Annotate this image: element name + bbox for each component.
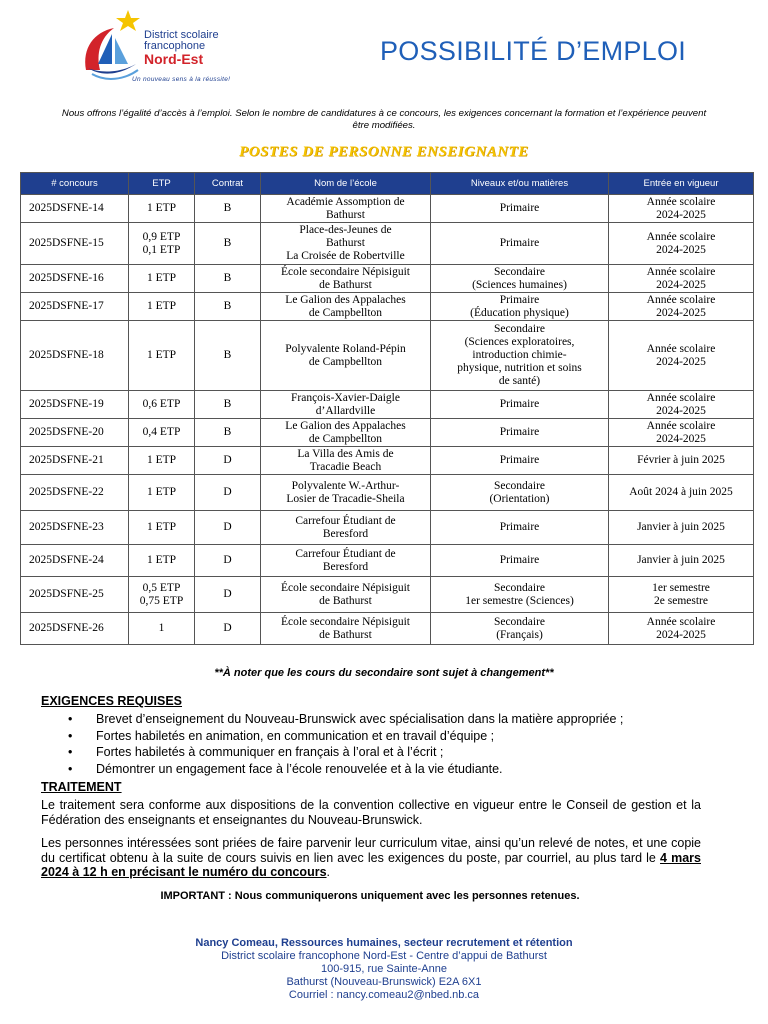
- cell-contract: [195, 419, 261, 447]
- cell-etp: [129, 475, 195, 511]
- table-row: [21, 419, 754, 447]
- cell-concours: [21, 511, 129, 545]
- cell-etp: [129, 321, 195, 391]
- contact-street: 100-915, rue Sainte-Anne: [321, 963, 447, 975]
- cell-start-line: 2024-2025: [656, 243, 706, 256]
- cell-concours: [21, 391, 129, 419]
- cell-start-line: Année scolaire: [646, 293, 716, 306]
- cell-levels-line: physique, nutrition et soins: [457, 362, 582, 374]
- cell-levels: [431, 447, 609, 475]
- cell-etp: [129, 511, 195, 545]
- cell-school: [261, 321, 431, 391]
- application-text: Les personnes intéressées sont priées de faire parvenir leur curriculum vitae, ainsi qu’un relevé de notes, et une copie du certificat obtenu à la suite de cours suivis en lien avec les exigences du poste, par courriel, au plus tard le: [41, 836, 701, 865]
- cell-concours: [21, 293, 129, 321]
- cell-levels-line: de santé): [498, 375, 541, 387]
- cell-levels-line: Secondaire: [493, 581, 546, 594]
- cell-levels: [431, 545, 609, 577]
- cell-school-line: La Croisée de Robertville: [286, 250, 405, 262]
- page-title: POSSIBILITÉ D’EMPLOI: [380, 36, 687, 66]
- cell-concours: [21, 545, 129, 577]
- cell-levels: [431, 613, 609, 645]
- table-row: [21, 293, 754, 321]
- cell-school-line: de Campbellton: [308, 355, 383, 368]
- cell-school-line: Losier de Tracadie-Sheila: [286, 492, 405, 505]
- cell-concours-line: 2025DSFNE-18: [29, 349, 104, 361]
- cell-start-line: 1er semestre: [652, 581, 710, 594]
- cell-start-line: 2024-2025: [656, 278, 706, 291]
- cell-contract: [195, 265, 261, 293]
- cell-etp-line: 1 ETP: [146, 300, 177, 312]
- cell-etp: [129, 223, 195, 265]
- cell-concours: [21, 447, 129, 475]
- cell-contract: [195, 511, 261, 545]
- cell-etp: [129, 293, 195, 321]
- cell-start-line: Année scolaire: [646, 419, 716, 432]
- cell-levels-line: (Sciences humaines): [472, 278, 567, 291]
- cell-start-line: Année scolaire: [646, 265, 716, 278]
- cell-contract: [195, 321, 261, 391]
- cell-levels-line: (Orientation): [489, 492, 550, 505]
- cell-etp: [129, 613, 195, 645]
- cell-concours-line: 2025DSFNE-24: [29, 554, 104, 566]
- job-postings-table: [20, 172, 754, 645]
- list-item: • Brevet d’enseignement du Nouveau-Brunswick avec spécialisation dans la matière appropriée ;: [68, 711, 623, 728]
- cell-concours: [21, 223, 129, 265]
- cell-levels-line: Secondaire: [493, 615, 546, 628]
- application-paragraph: [41, 836, 701, 880]
- cell-school: [261, 511, 431, 545]
- cell-contract-line: B: [223, 202, 232, 214]
- cell-start: [609, 293, 754, 321]
- cell-start-line: Janvier à juin 2025: [637, 521, 725, 533]
- cell-start: [609, 475, 754, 511]
- cell-levels-line: Secondaire: [493, 265, 546, 278]
- table-row: [21, 223, 754, 265]
- cell-start: [609, 613, 754, 645]
- cell-etp-line: 0,1 ETP: [142, 243, 181, 256]
- cell-concours: [21, 419, 129, 447]
- cell-levels: [431, 293, 609, 321]
- cell-concours-line: 2025DSFNE-17: [29, 300, 104, 312]
- cell-levels: [431, 195, 609, 223]
- cell-etp: [129, 545, 195, 577]
- cell-start-line: 2024-2025: [656, 208, 706, 221]
- cell-etp-line: 1 ETP: [146, 554, 177, 566]
- cell-concours: [21, 321, 129, 391]
- cell-start-line: Année scolaire: [646, 615, 716, 628]
- cell-start-line: 2024-2025: [656, 355, 706, 368]
- logo-tagline: Un nouveau sens à la réussite!: [132, 76, 231, 83]
- cell-concours-line: 2025DSFNE-22: [29, 486, 104, 498]
- cell-start: [609, 265, 754, 293]
- cell-levels-line: Primaire: [499, 202, 540, 214]
- cell-school-line: École secondaire Népisiguit: [280, 265, 410, 278]
- column-header: Niveaux et/ou matières: [431, 173, 609, 195]
- cell-school: [261, 475, 431, 511]
- cell-school-line: Académie Assomption de: [286, 195, 405, 208]
- cell-start-line: 2024-2025: [656, 306, 706, 319]
- cell-concours-line: 2025DSFNE-21: [29, 454, 104, 466]
- cell-concours-line: 2025DSFNE-20: [29, 426, 104, 438]
- table-row: [21, 545, 754, 577]
- cell-levels: [431, 577, 609, 613]
- column-header: ETP: [129, 173, 195, 195]
- course-change-note: **À noter que les cours du secondaire sont sujet à changement**: [214, 667, 554, 679]
- cell-concours-line: 2025DSFNE-26: [29, 622, 104, 634]
- cell-levels: [431, 265, 609, 293]
- list-item: • Fortes habiletés en animation, en communication et en travail d’équipe ;: [68, 728, 623, 745]
- cell-school: [261, 545, 431, 577]
- cell-etp-line: 0,5 ETP: [142, 581, 181, 594]
- cell-start: [609, 195, 754, 223]
- cell-school-line: de Bathurst: [319, 594, 372, 607]
- equal-opportunity-notice: Nous offrons l’égalité d’accès à l’emploi. Selon le nombre de candidatures à ce concours, les exigences concernant la formation et l’expérience peuvent être modifiées.: [61, 108, 707, 131]
- cell-school-line: Tracadie Beach: [309, 460, 382, 473]
- cell-contract-line: D: [223, 521, 232, 533]
- list-item: • Démontrer un engagement face à l’école renouvelée et à la vie étudiante.: [68, 761, 623, 778]
- logo-line-1: District scolaire: [144, 29, 219, 41]
- cell-etp-line: 1: [158, 622, 165, 634]
- cell-start-line: Août 2024 à juin 2025: [629, 486, 733, 498]
- cell-levels-line: (Éducation physique): [470, 306, 569, 319]
- cell-levels: [431, 419, 609, 447]
- cell-school-line: de Bathurst: [319, 278, 372, 291]
- cell-contract-line: D: [223, 622, 232, 634]
- cell-school: [261, 265, 431, 293]
- cell-etp: [129, 265, 195, 293]
- cell-concours-line: 2025DSFNE-19: [29, 398, 104, 410]
- cell-school: [261, 447, 431, 475]
- cell-levels-line: Primaire: [499, 521, 540, 533]
- table-header-row: [21, 173, 754, 195]
- cell-school-line: de Bathurst: [319, 628, 372, 641]
- cell-etp-line: 1 ETP: [146, 454, 177, 466]
- contact-name: Nancy Comeau, Ressources humaines, secteur recrutement et rétention: [195, 937, 573, 949]
- cell-start-line: Année scolaire: [646, 230, 716, 243]
- table-body: [21, 195, 754, 645]
- cell-start-line: Année scolaire: [646, 195, 716, 208]
- cell-levels: [431, 321, 609, 391]
- cell-start-line: 2e semestre: [654, 594, 708, 607]
- logo-text: [144, 30, 219, 67]
- cell-contract-line: D: [223, 554, 232, 566]
- cell-contract-line: B: [223, 237, 232, 249]
- table-row: [21, 391, 754, 419]
- cell-etp-line: 1 ETP: [146, 521, 177, 533]
- cell-school-line: de Campbellton: [308, 306, 383, 319]
- cell-start-line: Année scolaire: [646, 391, 716, 404]
- cell-concours-line: 2025DSFNE-25: [29, 588, 104, 600]
- cell-start-line: Janvier à juin 2025: [637, 554, 725, 566]
- cell-contract-line: B: [223, 300, 232, 312]
- cell-levels-line: Secondaire: [493, 479, 546, 492]
- cell-contract: [195, 293, 261, 321]
- section-title: POSTES DE PERSONNE ENSEIGNANTE: [239, 144, 529, 160]
- cell-etp-line: 0,6 ETP: [142, 398, 181, 410]
- cell-school-line: François-Xavier-Daigle: [291, 391, 400, 404]
- cell-concours-line: 2025DSFNE-16: [29, 272, 104, 284]
- table-row: [21, 321, 754, 391]
- logo-brand: Nord-Est: [144, 51, 204, 67]
- cell-concours-line: 2025DSFNE-14: [29, 202, 104, 214]
- cell-concours: [21, 613, 129, 645]
- cell-etp: [129, 419, 195, 447]
- cell-school-line: Carrefour Étudiant de: [295, 514, 396, 527]
- cell-contract-line: D: [223, 588, 232, 600]
- cell-contract-line: B: [223, 398, 232, 410]
- cell-start: [609, 419, 754, 447]
- cell-levels-line: (Français): [496, 628, 543, 641]
- cell-school-line: Le Galion des Appalaches: [285, 419, 406, 432]
- column-header: # concours: [21, 173, 129, 195]
- cell-etp-line: 1 ETP: [146, 349, 177, 361]
- cell-concours: [21, 265, 129, 293]
- cell-levels: [431, 511, 609, 545]
- table-row: [21, 265, 754, 293]
- cell-levels-line: introduction chimie-: [472, 349, 567, 361]
- cell-levels: [431, 391, 609, 419]
- cell-school: [261, 577, 431, 613]
- important-notice: IMPORTANT : Nous communiquerons uniquement avec les personnes retenues.: [160, 890, 580, 902]
- cell-levels-line: Primaire: [499, 398, 540, 410]
- cell-concours: [21, 475, 129, 511]
- table-row: [21, 475, 754, 511]
- cell-levels: [431, 223, 609, 265]
- cell-school-line: Le Galion des Appalaches: [285, 293, 406, 306]
- logo-line-2: francophone: [144, 40, 206, 52]
- cell-start-line: 2024-2025: [656, 404, 706, 417]
- cell-concours: [21, 577, 129, 613]
- cell-school: [261, 391, 431, 419]
- cell-school: [261, 293, 431, 321]
- treatment-heading: TRAITEMENT: [41, 780, 122, 794]
- cell-contract-line: B: [223, 349, 232, 361]
- requirements-heading: EXIGENCES REQUISES: [41, 694, 183, 708]
- cell-school-line: Polyvalente Roland-Pépin: [285, 342, 406, 355]
- cell-contract-line: B: [223, 426, 232, 438]
- cell-etp: [129, 391, 195, 419]
- cell-start: [609, 223, 754, 265]
- cell-etp: [129, 195, 195, 223]
- cell-start-line: 2024-2025: [656, 432, 706, 445]
- cell-etp: [129, 447, 195, 475]
- cell-contract: [195, 545, 261, 577]
- cell-start: [609, 577, 754, 613]
- cell-contract: [195, 447, 261, 475]
- cell-start-line: Février à juin 2025: [637, 454, 725, 466]
- cell-start: [609, 511, 754, 545]
- cell-school: [261, 223, 431, 265]
- cell-levels-line: Primaire: [499, 426, 540, 438]
- cell-school-line: École secondaire Népisiguit: [280, 581, 410, 594]
- cell-school-line: École secondaire Népisiguit: [280, 615, 410, 628]
- district-logo: [76, 8, 236, 88]
- requirements-list: [68, 711, 623, 777]
- cell-concours-line: 2025DSFNE-23: [29, 521, 104, 533]
- cell-concours: [21, 195, 129, 223]
- cell-levels-line: Primaire: [499, 454, 540, 466]
- cell-start-line: 2024-2025: [656, 628, 706, 641]
- cell-start-line: Année scolaire: [646, 342, 716, 355]
- cell-contract-line: D: [223, 454, 232, 466]
- contact-footer: [0, 937, 768, 1002]
- cell-school-line: Bathurst: [326, 208, 365, 221]
- cell-levels-line: 1er semestre (Sciences): [465, 594, 574, 607]
- cell-contract: [195, 223, 261, 265]
- cell-school-line: Place-des-Jeunes de: [299, 224, 392, 236]
- cell-etp-line: 0,9 ETP: [142, 230, 181, 243]
- cell-etp-line: 1 ETP: [146, 202, 177, 214]
- table-row: [21, 577, 754, 613]
- cell-levels: [431, 475, 609, 511]
- treatment-paragraph: Le traitement sera conforme aux dispositions de la convention collective en vigueur entre le Conseil de gestion et la Fédération des enseignants et enseignantes du Nouveau-Brunswick.: [41, 798, 701, 827]
- cell-start: [609, 447, 754, 475]
- cell-levels-line: Primaire: [499, 293, 540, 306]
- cell-contract-line: B: [223, 272, 232, 284]
- table-row: [21, 447, 754, 475]
- cell-school-line: La Villa des Amis de: [297, 447, 394, 460]
- contact-organization: District scolaire francophone Nord-Est - Centre d’appui de Bathurst: [221, 950, 547, 962]
- cell-school: [261, 613, 431, 645]
- cell-contract: [195, 613, 261, 645]
- column-header: Contrat: [195, 173, 261, 195]
- cell-contract: [195, 391, 261, 419]
- cell-levels-line: Primaire: [499, 554, 540, 566]
- cell-school-line: Bathurst: [326, 237, 365, 249]
- cell-school-line: Carrefour Étudiant de: [295, 547, 396, 560]
- list-item: • Fortes habiletés à communiquer en français à l’oral et à l’écrit ;: [68, 744, 623, 761]
- contact-city: Bathurst (Nouveau-Brunswick) E2A 6X1: [286, 976, 482, 988]
- cell-etp-line: 0,75 ETP: [139, 594, 184, 607]
- cell-school-line: de Campbellton: [308, 432, 383, 445]
- cell-school-line: Beresford: [322, 527, 369, 540]
- cell-school-line: Beresford: [322, 560, 369, 573]
- cell-contract-line: D: [223, 486, 232, 498]
- column-header: Entrée en vigueur: [609, 173, 754, 195]
- cell-etp-line: 0,4 ETP: [142, 426, 181, 438]
- cell-etp: [129, 577, 195, 613]
- deadline-text: 4 mars 2024 à 12 h en précisant le numéro du concours: [41, 850, 701, 879]
- table-row: [21, 613, 754, 645]
- cell-etp-line: 1 ETP: [146, 486, 177, 498]
- cell-contract: [195, 577, 261, 613]
- cell-contract: [195, 475, 261, 511]
- cell-school: [261, 419, 431, 447]
- column-header: Nom de l’école: [261, 173, 431, 195]
- cell-concours-line: 2025DSFNE-15: [29, 237, 104, 249]
- cell-contract: [195, 195, 261, 223]
- table-row: [21, 195, 754, 223]
- cell-start: [609, 545, 754, 577]
- cell-school-line: Polyvalente W.-Arthur-: [291, 479, 400, 492]
- cell-etp-line: 1 ETP: [146, 272, 177, 284]
- cell-levels-line: Secondaire: [493, 323, 546, 335]
- cell-start: [609, 391, 754, 419]
- cell-levels-line: (Sciences exploratoires,: [464, 336, 575, 348]
- contact-email: Courriel : nancy.comeau2@nbed.nb.ca: [288, 989, 480, 1001]
- cell-levels-line: Primaire: [499, 237, 540, 249]
- cell-school-line: d’Allardville: [315, 404, 376, 417]
- table-row: [21, 511, 754, 545]
- cell-school: [261, 195, 431, 223]
- application-text-end: .: [326, 865, 331, 879]
- cell-start: [609, 321, 754, 391]
